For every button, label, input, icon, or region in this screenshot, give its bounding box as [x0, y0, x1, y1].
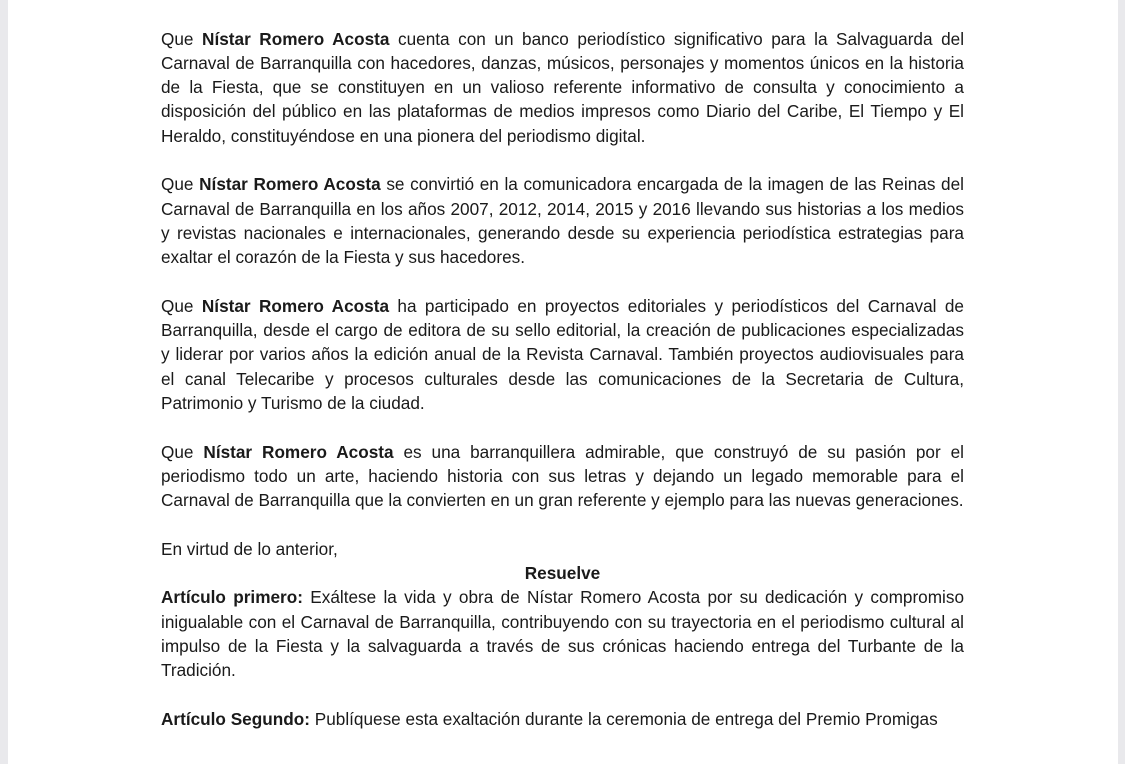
paragraph-text: ha participado en proyectos editoriales y periodísticos del Carnaval de Barranquilla, desde el cargo de editora de su sello editorial, la creación de publicaciones especializadas y liderar por varios años la edición anual de la Revista Carnaval. También proyectos audiovisuales para el canal Telecaribe y procesos culturales desde las comunicaciones de la Secretaria de Cultura, Patrimonio y Turismo de la ciudad. [161, 295, 964, 414]
article-label: Artículo primero: [161, 587, 303, 608]
article-text: Publíquese esta exaltación durante la ceremonia de entrega del Premio Promigas [314, 708, 938, 729]
person-name: Nístar Romero Acosta [203, 441, 394, 462]
paragraph-3 [161, 294, 964, 415]
article-2 [161, 707, 964, 731]
person-name: Nístar Romero Acosta [199, 174, 381, 195]
closing-line: En virtud de lo anterior, [161, 538, 338, 559]
article-text: Exáltese la vida y obra de Nístar Romero Acosta por su dedicación y compromiso inigualable con el Carnaval de Barranquilla, contribuyendo con su trayectoria en el periodismo cultural al impulso de la Fiesta y la salvaguarda a través de sus crónicas haciendo entrega del Turbante de la Tradición. [161, 587, 965, 681]
paragraph-text: se convirtió en la comunicadora encargada de la imagen de las Reinas del Carnaval de Barranquilla en los años 2007, 2012, 2014, 2015 y 2016 llevando sus historias a los medios y revistas nacionales e internacionales, generando desde su experiencia periodística estrategias para exaltar el corazón de la Fiesta y sus hacedores. [161, 174, 964, 268]
person-name: Nístar Romero Acosta [201, 295, 389, 316]
paragraph-prefix: Que [161, 441, 194, 462]
document-body [161, 0, 964, 756]
paragraph-prefix: Que [161, 295, 194, 316]
document-page [8, 0, 1118, 764]
paragraph-4 [161, 440, 964, 513]
paragraph-prefix: Que [161, 174, 194, 195]
top-fragment [161, 0, 964, 2]
person-name: Nístar Romero Acosta [202, 28, 390, 49]
paragraph-1 [161, 27, 964, 148]
article-label: Artículo Segundo: [161, 708, 310, 729]
paragraph-prefix: Que [161, 28, 194, 49]
paragraph-2 [161, 172, 964, 269]
paragraph-text: es una barranquillera admirable, que construyó de su pasión por el periodismo todo un arte, haciendo historia con sus letras y dejando un legado memorable para el Carnaval de Barranquilla que la convierten en un gran referente y ejemplo para las nuevas generaciones. [161, 441, 964, 511]
article-1 [161, 585, 964, 682]
paragraph-text: cuenta con un banco periodístico significativo para la Salvaguarda del Carnaval de Barranquilla con hacedores, danzas, músicos, personajes y momentos únicos en la historia de la Fiesta, que se constituyen en un valioso referente informativo de consulta y conocimiento a disposición del público en las plataformas de medios impresos como Diario del Caribe, El Tiempo y El Heraldo, constituyéndose en una pionera del periodismo digital. [161, 28, 965, 146]
resolve-heading: Resuelve [524, 563, 601, 584]
